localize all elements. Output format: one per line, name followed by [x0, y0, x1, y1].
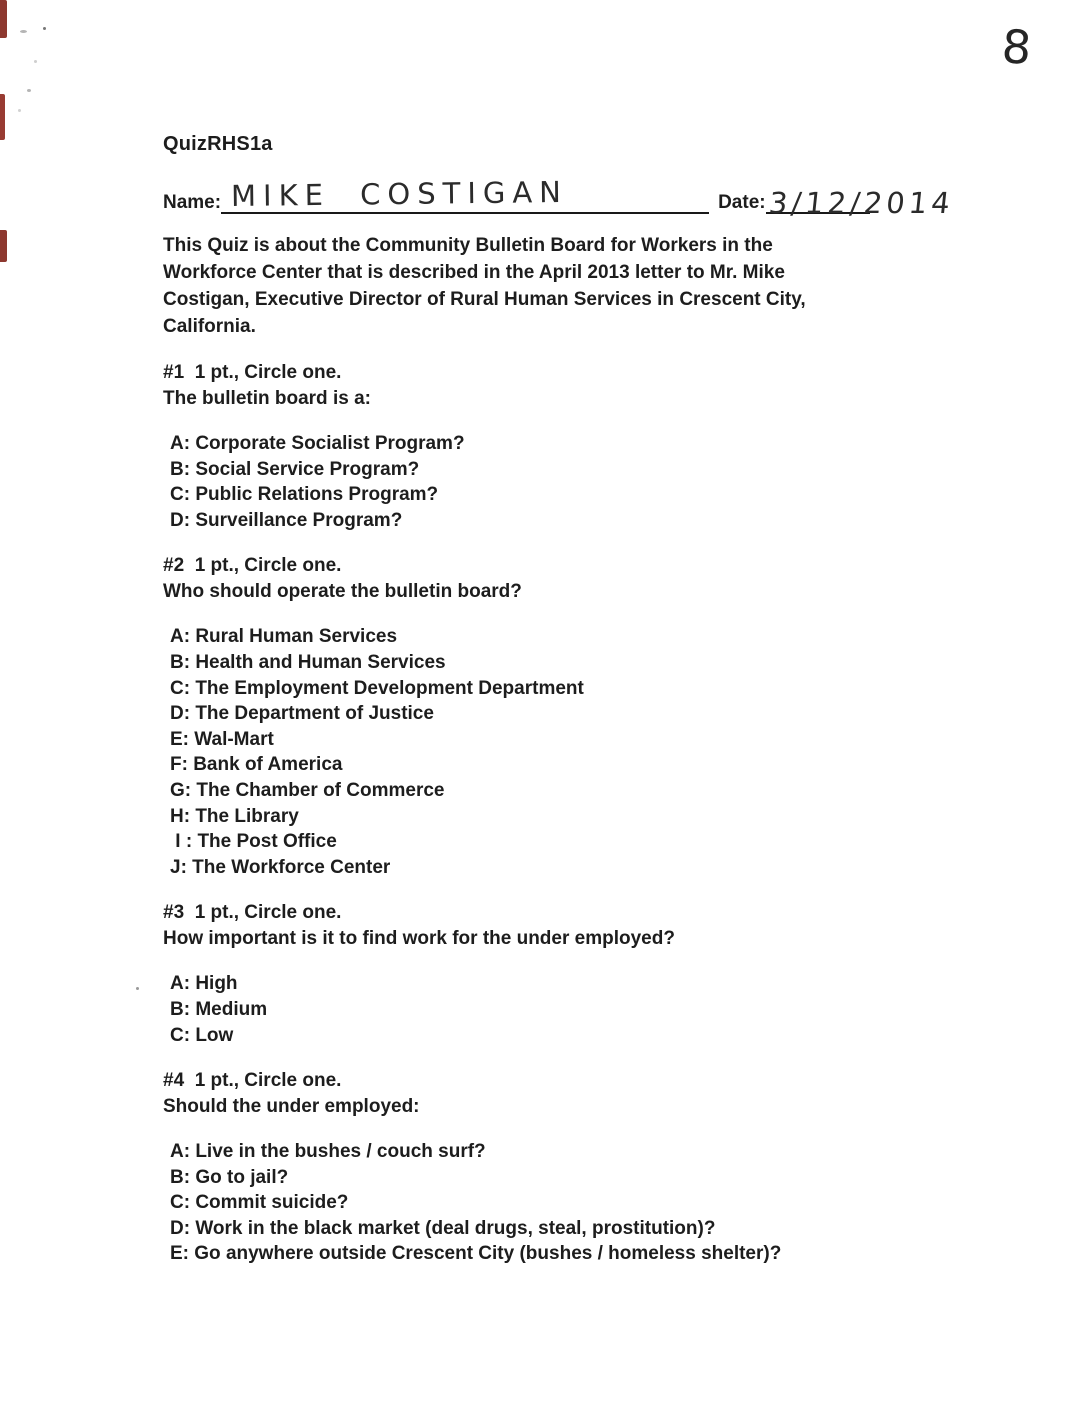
scan-speck	[20, 30, 27, 33]
question-option: D: The Department of Justice	[170, 703, 434, 725]
question-option: D: Work in the black market (deal drugs, steal, prostitution)?	[170, 1217, 716, 1239]
question-option: A: Rural Human Services	[170, 626, 398, 648]
questions	[163, 360, 1003, 1267]
question-block	[163, 553, 1003, 880]
handwritten-name: MIKE COSTIGAN	[230, 174, 569, 214]
question-options	[163, 1139, 1003, 1267]
question-option: C: Low	[170, 1024, 234, 1046]
question-header: #4 1 pt., Circle one.	[163, 1070, 342, 1092]
question-header: #3 1 pt., Circle one.	[163, 902, 342, 924]
name-label: Name:	[163, 192, 222, 213]
question-options	[163, 971, 1003, 1048]
scan-edge-artifact	[0, 94, 5, 140]
scan-speck	[27, 89, 31, 92]
intro-line: Costigan, Executive Director of Rural Human Services in Crescent City,	[163, 289, 806, 310]
document-content	[163, 131, 1003, 1267]
question-block	[163, 360, 1003, 533]
scan-speck	[18, 109, 21, 112]
question-prompt: Should the under employed:	[163, 1096, 420, 1118]
question-option: J: The Workforce Center	[170, 856, 391, 878]
question-option: C: Public Relations Program?	[170, 484, 439, 506]
name-date-row	[163, 174, 1003, 220]
question-header: #1 1 pt., Circle one.	[163, 362, 342, 383]
question-option: B: Social Service Program?	[170, 458, 420, 480]
question-block	[163, 1068, 1003, 1267]
question-option: A: High	[170, 973, 238, 995]
question-option: B: Go to jail?	[170, 1166, 289, 1188]
question-option: E: Wal-Mart	[170, 728, 274, 750]
question-option: B: Health and Human Services	[170, 651, 446, 673]
scan-speck	[34, 60, 37, 63]
handwritten-page-number: 8	[1000, 19, 1034, 75]
intro-line: This Quiz is about the Community Bulletin Board for Workers in the	[163, 235, 773, 256]
question-option: G: The Chamber of Commerce	[170, 779, 445, 801]
question-prompt: The bulletin board is a:	[163, 388, 371, 409]
question-option: A: Corporate Socialist Program?	[170, 433, 465, 454]
question-options	[163, 624, 1003, 880]
question-option: D: Surveillance Program?	[170, 509, 403, 531]
scan-speck	[43, 27, 46, 30]
question-option: C: Commit suicide?	[170, 1192, 349, 1214]
intro-line: California.	[163, 316, 256, 337]
intro-line: Workforce Center that is described in the April 2013 letter to Mr. Mike	[163, 262, 785, 283]
question-option: A: Live in the bushes / couch surf?	[170, 1141, 486, 1163]
question-block	[163, 900, 1003, 1048]
question-option: B: Medium	[170, 998, 268, 1020]
date-label: Date:	[718, 192, 766, 213]
question-options	[163, 431, 1003, 533]
question-header: #2 1 pt., Circle one.	[163, 555, 342, 577]
scan-speck	[136, 987, 139, 990]
name-line	[221, 174, 709, 214]
intro-paragraph	[163, 232, 1003, 340]
question-option: E: Go anywhere outside Crescent City (bushes / homeless shelter)?	[170, 1243, 782, 1265]
question-option: I : The Post Office	[170, 831, 337, 853]
doc-title: QuizRHS1a	[163, 133, 273, 155]
scan-edge-artifact	[0, 0, 7, 38]
question-option: C: The Employment Development Department	[170, 677, 584, 699]
scan-edge-artifact	[0, 230, 7, 262]
date-line	[766, 184, 956, 220]
question-option: F: Bank of America	[170, 754, 343, 776]
handwritten-date: 3/12/2014	[766, 186, 956, 220]
question-option: H: The Library	[170, 805, 299, 827]
question-prompt: Who should operate the bulletin board?	[163, 581, 522, 603]
question-prompt: How important is it to find work for the under employed?	[163, 928, 675, 950]
